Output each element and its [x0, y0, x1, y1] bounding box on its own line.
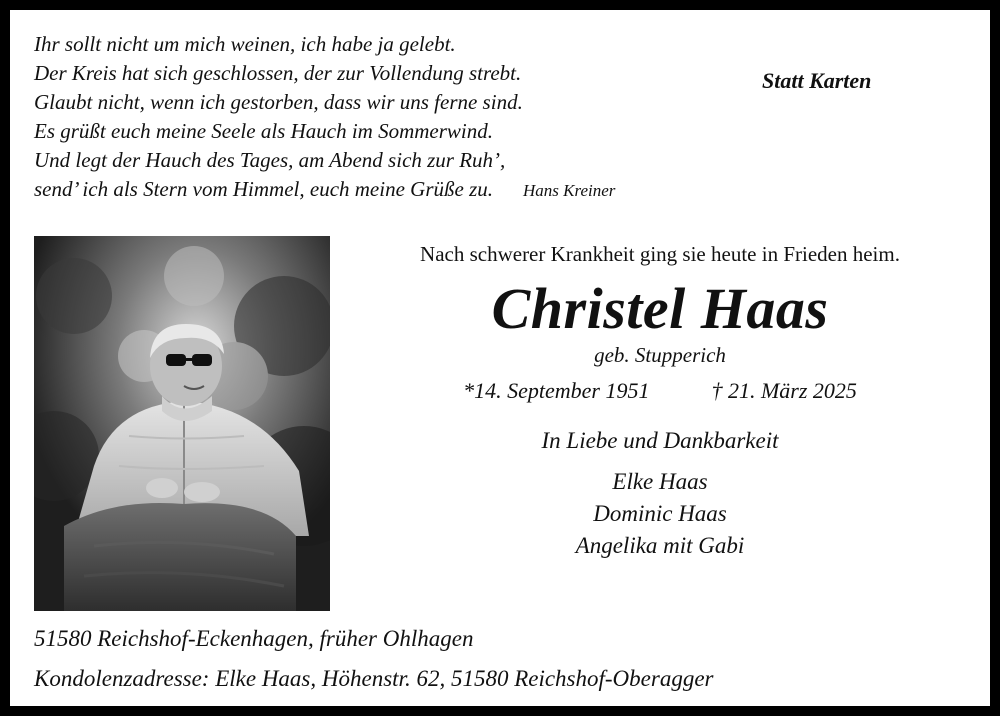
- poem-line: Und legt der Hauch des Tages, am Abend sich zur Ruh’,: [34, 148, 506, 172]
- life-dates: [350, 378, 970, 404]
- poem-block: [34, 30, 794, 205]
- poem-line: Der Kreis hat sich geschlossen, der zur Vollendung strebt.: [34, 61, 522, 85]
- poem-author: Hans Kreiner: [523, 181, 616, 200]
- mourner-name: Elke Haas: [612, 469, 708, 494]
- mourner-name: Dominic Haas: [593, 501, 727, 526]
- death-date: † 21. März 2025: [711, 378, 857, 403]
- poem-line: Es grüßt euch meine Seele als Hauch im Sommerwind.: [34, 119, 493, 143]
- residence-address: 51580 Reichshof-Eckenhagen, früher Ohlhagen: [34, 626, 474, 651]
- notice-block: [350, 242, 970, 562]
- condolence-address: Kondolenzadresse: Elke Haas, Höhenstr. 62, 51580 Reichshof-Oberagger: [34, 666, 714, 691]
- birth-date: *14. September 1951: [463, 378, 650, 403]
- poem-last-line: send’ ich als Stern vom Himmel, euch meine Grüße zu.: [34, 177, 493, 201]
- statt-karten-label: Statt Karten: [762, 68, 872, 93]
- poem-line: Ihr sollt nicht um mich weinen, ich habe ja gelebt.: [34, 32, 456, 56]
- mourners-list: [350, 466, 970, 562]
- maiden-name: geb. Stupperich: [594, 343, 726, 367]
- portrait-image: [34, 236, 330, 611]
- mourner-name: Angelika mit Gabi: [575, 533, 745, 558]
- announcement-text: Nach schwerer Krankheit ging sie heute in Frieden heim.: [420, 242, 900, 266]
- portrait-photo: [34, 236, 330, 611]
- deceased-name: Christel Haas: [491, 276, 829, 341]
- closing-text: In Liebe und Dankbarkeit: [541, 428, 779, 453]
- poem-line: [34, 175, 794, 205]
- poem-line: Glaubt nicht, wenn ich gestorben, dass wir uns ferne sind.: [34, 90, 523, 114]
